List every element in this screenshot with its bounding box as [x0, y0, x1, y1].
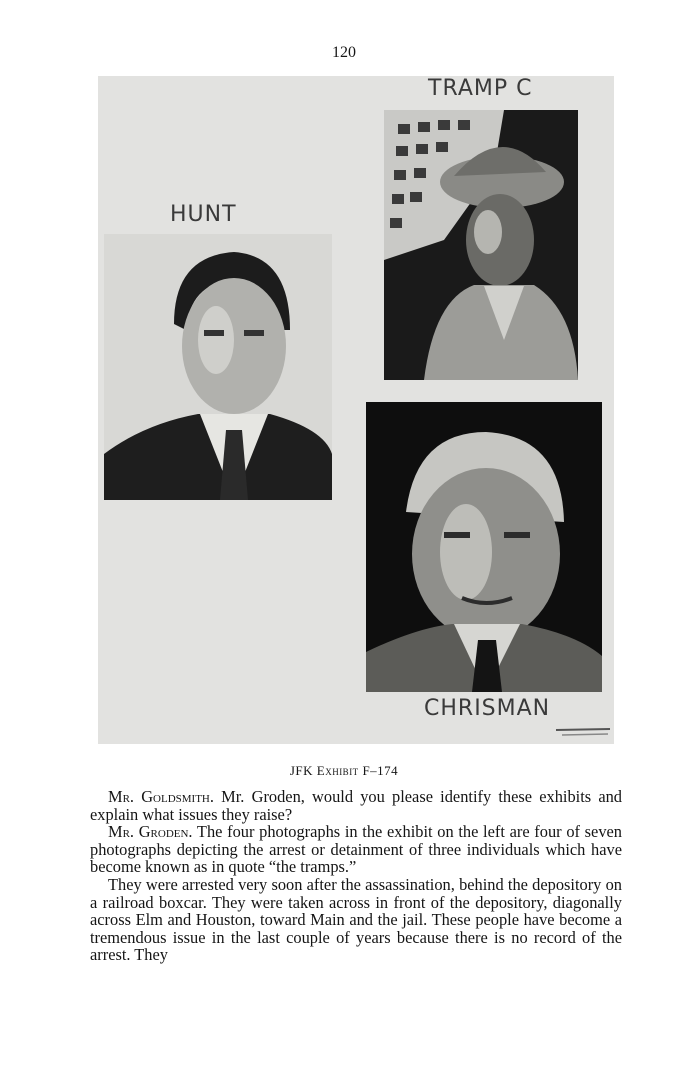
exhibit-figure	[98, 76, 614, 744]
label-tramp-c: TRAMP C	[428, 76, 533, 101]
label-hunt: HUNT	[170, 202, 237, 227]
page-number: 120	[332, 44, 356, 61]
speaker-name: Mr. Groden.	[108, 822, 193, 842]
scratch-mark	[552, 726, 612, 738]
exhibit-caption	[0, 763, 688, 779]
paragraph	[90, 788, 622, 823]
photo-tramp-c	[384, 110, 578, 380]
photo-hunt	[104, 234, 332, 500]
label-chrisman: CHRISMAN	[424, 696, 551, 721]
caption-suffix: F–174	[358, 763, 399, 778]
speaker-name: Mr. Goldsmith.	[108, 787, 214, 806]
photo-chrisman	[366, 402, 602, 692]
paragraph-text: They were arrested very soon after the assassination, behind the depository on a railroad boxcar. They were taken across in front of the depository, diagonally across Elm and Houston, toward Main and the jail. These people have become a tremendous issue in the last couple of years because there is no record of the arrest. They	[90, 874, 622, 965]
paragraph-text: Mr. Groden, would you please identify these exhibits and explain what issues they raise?	[90, 787, 622, 824]
paragraph	[90, 823, 622, 876]
testimony-text	[90, 788, 622, 964]
paragraph	[90, 876, 622, 964]
paragraph-text: The four photographs in the exhibit on the left are four of seven photographs depicting the arrest or detainment of three individuals which have become known as in quote “the tramps.”	[90, 822, 622, 877]
caption-prefix: JFK	[289, 763, 317, 778]
caption-exhibit-word: Exhibit	[316, 763, 359, 778]
